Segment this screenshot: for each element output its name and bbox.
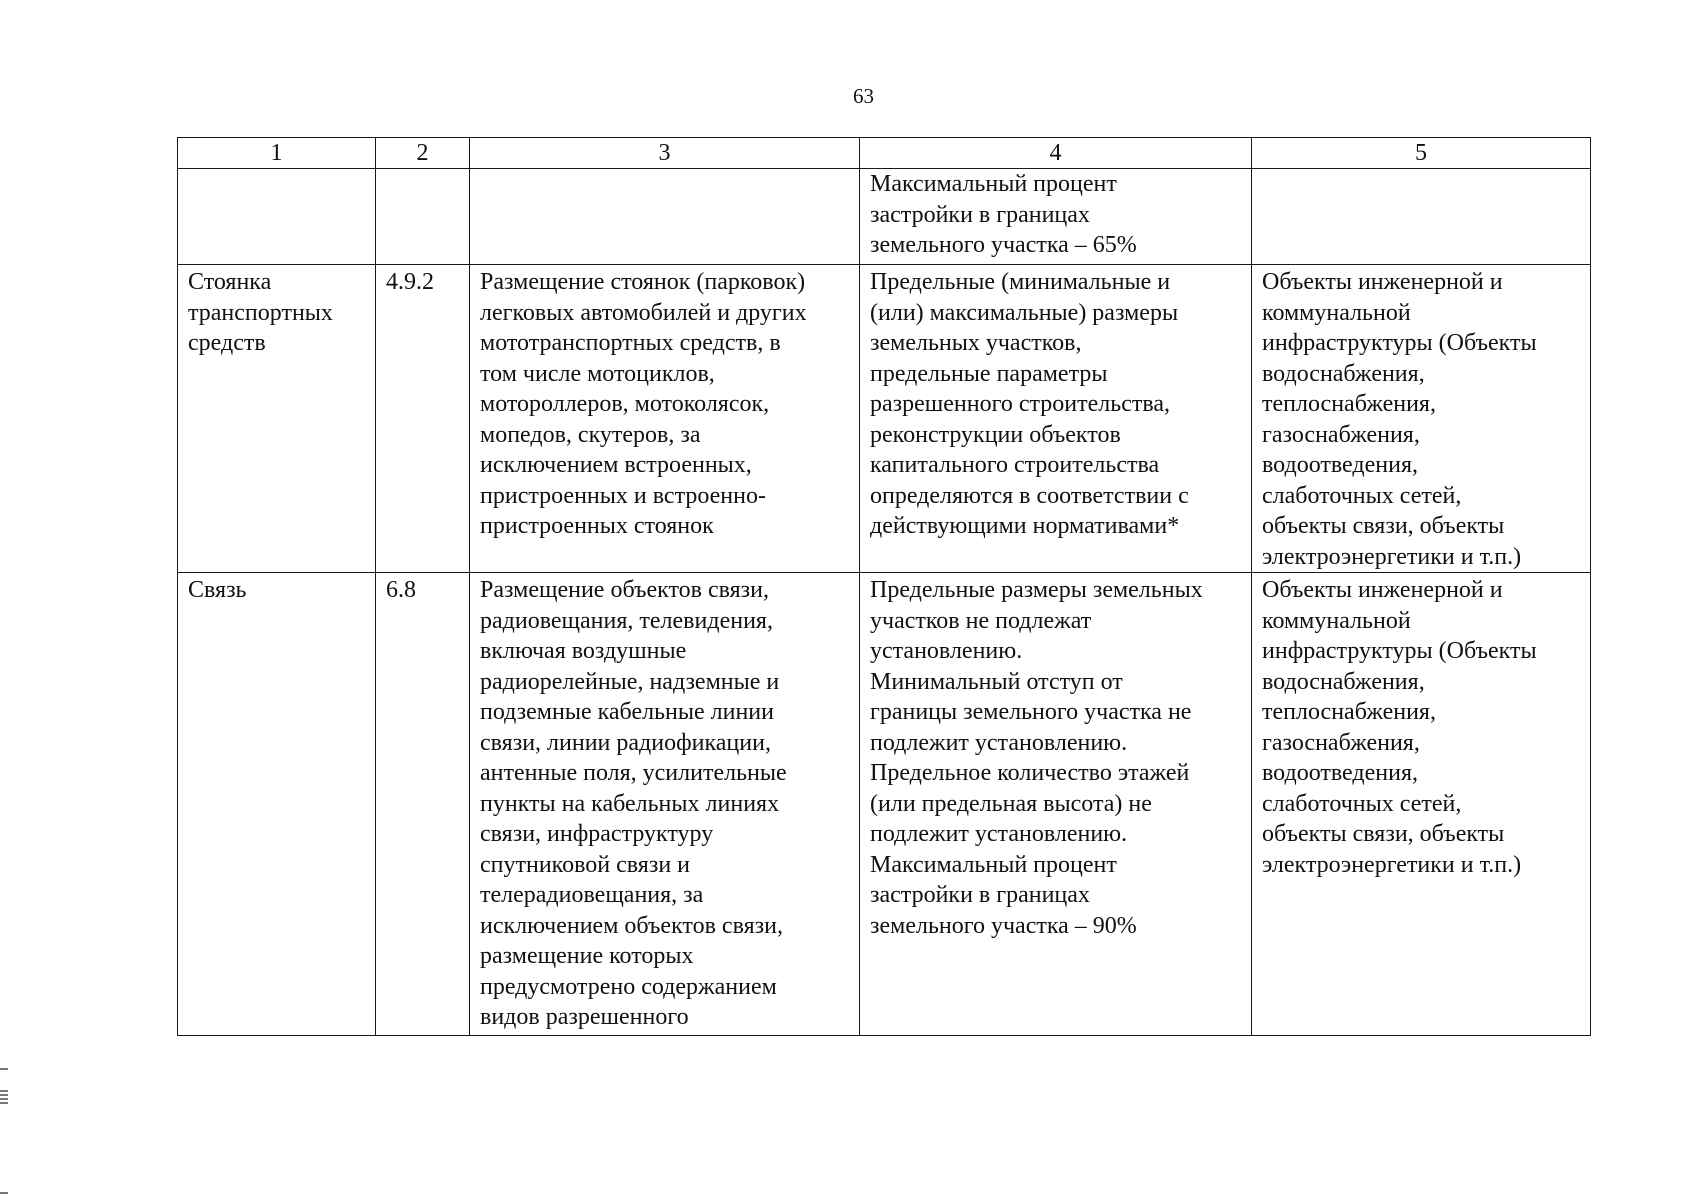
cell-text-line: Минимальный отступ от — [870, 668, 1123, 695]
cell-text-line: земельного участка – 65% — [870, 232, 1137, 258]
cell-text-line: Размещение объектов связи, — [480, 577, 770, 603]
cell-text-line: средств — [188, 330, 266, 356]
cell-text-line: Размещение стоянок (парковок) — [480, 269, 806, 295]
table-cell-col-4 — [860, 169, 1252, 265]
cell-text-line: 6.8 — [386, 577, 416, 603]
cell-text-line: мотороллеров, мотоколясок, — [480, 391, 770, 417]
table-row — [178, 265, 1591, 573]
cell-text-line: инфраструктуры (Объекты — [1262, 638, 1537, 664]
cell-text-line: объекты связи, объекты — [1262, 821, 1505, 847]
cell-text-line: предельные параметры — [870, 360, 1108, 387]
cell-text-line: слаботочных сетей, — [1262, 482, 1462, 509]
cell-text-line: Объекты инженерной и — [1262, 577, 1503, 603]
cell-text-line: коммунальной — [1262, 299, 1411, 326]
cell-text-line: водоснабжения, — [1262, 360, 1425, 387]
table-row — [178, 573, 1591, 1036]
cell-text-line: (или) максимальные) размеры — [870, 299, 1179, 326]
cell-text-line: Предельные размеры земельных — [870, 577, 1203, 603]
scan-edge-mark — [0, 1090, 8, 1104]
cell-text-line: размещение которых — [480, 943, 694, 969]
table-cell-col-5 — [1252, 573, 1591, 1036]
cell-text-line: предусмотрено содержанием — [480, 973, 777, 1000]
cell-text-line: инфраструктуры (Объекты — [1262, 330, 1537, 356]
cell-text-line: мопедов, скутеров, за — [480, 421, 701, 448]
cell-text-line: теплоснабжения, — [1262, 699, 1436, 725]
cell-text-line: радиорелейные, надземные и — [480, 668, 780, 695]
cell-text-line: застройки в границах — [870, 882, 1090, 908]
cell-text-line: исключением встроенных, — [480, 452, 752, 478]
cell-text-line: мототранспортных средств, в — [480, 330, 781, 356]
cell-text-line: Максимальный процент — [870, 171, 1117, 197]
scan-edge-mark — [0, 1068, 8, 1070]
header-col-2: 2 — [376, 138, 470, 169]
table-cell-col-4 — [860, 573, 1252, 1036]
cell-text-line: том числе мотоциклов, — [480, 360, 715, 387]
cell-text-line: газоснабжения, — [1262, 421, 1420, 448]
cell-text-line: спутниковой связи и — [480, 851, 690, 878]
cell-text-line: границы земельного участка не — [870, 699, 1192, 725]
cell-text-line: связи, инфраструктуру — [480, 821, 714, 847]
cell-text-line: 4.9.2 — [386, 269, 434, 295]
cell-text-line: исключением объектов связи, — [480, 912, 783, 939]
cell-text-line: определяются в соответствии с — [870, 482, 1189, 509]
cell-text-line: Предельное количество этажей — [870, 760, 1190, 786]
cell-text-line: Объекты инженерной и — [1262, 269, 1503, 295]
cell-text-line: телерадиовещания, за — [480, 882, 704, 908]
table-cell-col-1 — [178, 265, 376, 573]
cell-text-line: застройки в границах — [870, 201, 1090, 228]
table-cell-col-3 — [470, 169, 860, 265]
table-cell-col-2 — [376, 573, 470, 1036]
cell-text-line: антенные поля, усилительные — [480, 760, 787, 786]
cell-text-line: Связь — [188, 577, 247, 603]
cell-text-line: транспортных — [188, 299, 333, 326]
cell-text-line: газоснабжения, — [1262, 729, 1420, 756]
cell-text-line: Предельные (минимальные и — [870, 269, 1171, 295]
cell-text-line: связи, линии радиофикации, — [480, 729, 771, 756]
cell-text-line: установлению. — [870, 638, 1023, 664]
cell-text-line: электроэнергетики и т.п.) — [1262, 543, 1522, 570]
table-cell-col-5 — [1252, 169, 1591, 265]
page-number: 63 — [853, 84, 874, 108]
cell-text-line: видов разрешенного — [480, 1004, 689, 1030]
table-cell-col-3 — [470, 573, 860, 1036]
cell-text-line: участков не подлежат — [870, 607, 1092, 634]
cell-text-line: легковых автомобилей и других — [480, 299, 807, 326]
cell-text-line: пункты на кабельных линиях — [480, 790, 780, 817]
cell-text-line: подлежит установлению. — [870, 821, 1128, 847]
table-cell-col-2 — [376, 169, 470, 265]
table-row — [178, 169, 1591, 265]
table-cell-col-3 — [470, 265, 860, 573]
cell-text-line: подлежит установлению. — [870, 729, 1128, 756]
cell-text-line: включая воздушные — [480, 638, 687, 664]
cell-text-line: слаботочных сетей, — [1262, 790, 1462, 817]
cell-text-line: пристроенных и встроенно- — [480, 482, 766, 509]
cell-text-line: объекты связи, объекты — [1262, 513, 1505, 539]
table-cell-col-1 — [178, 169, 376, 265]
table-header-row — [178, 138, 1591, 169]
table-cell-col-2 — [376, 265, 470, 573]
header-col-3: 3 — [470, 138, 860, 169]
cell-text-line: водоснабжения, — [1262, 668, 1425, 695]
cell-text-line: коммунальной — [1262, 607, 1411, 634]
cell-text-line: электроэнергетики и т.п.) — [1262, 851, 1522, 878]
cell-text-line: подземные кабельные линии — [480, 699, 774, 725]
cell-text-line: теплоснабжения, — [1262, 391, 1436, 417]
scan-edge-mark — [0, 1192, 8, 1194]
cell-text-line: разрешенного строительства, — [870, 391, 1170, 417]
header-col-5: 5 — [1252, 138, 1591, 169]
cell-text-line: радиовещания, телевидения, — [480, 607, 773, 634]
cell-text-line: капитального строительства — [870, 452, 1160, 478]
cell-text-line: пристроенных стоянок — [480, 513, 714, 539]
header-col-1: 1 — [178, 138, 376, 169]
cell-text-line: земельного участка – 90% — [870, 912, 1137, 939]
table-cell-col-4 — [860, 265, 1252, 573]
table-cell-col-5 — [1252, 265, 1591, 573]
cell-text-line: водоотведения, — [1262, 452, 1418, 478]
cell-text-line: земельных участков, — [870, 330, 1082, 356]
table-cell-col-1 — [178, 573, 376, 1036]
cell-text-line: реконструкции объектов — [870, 421, 1121, 448]
cell-text-line: водоотведения, — [1262, 760, 1418, 786]
cell-text-line: (или предельная высота) не — [870, 790, 1152, 817]
header-col-4: 4 — [860, 138, 1252, 169]
cell-text-line: Максимальный процент — [870, 851, 1117, 878]
land-use-table — [177, 137, 1591, 1036]
cell-text-line: действующими нормативами* — [870, 513, 1180, 539]
cell-text-line: Стоянка — [188, 269, 272, 295]
